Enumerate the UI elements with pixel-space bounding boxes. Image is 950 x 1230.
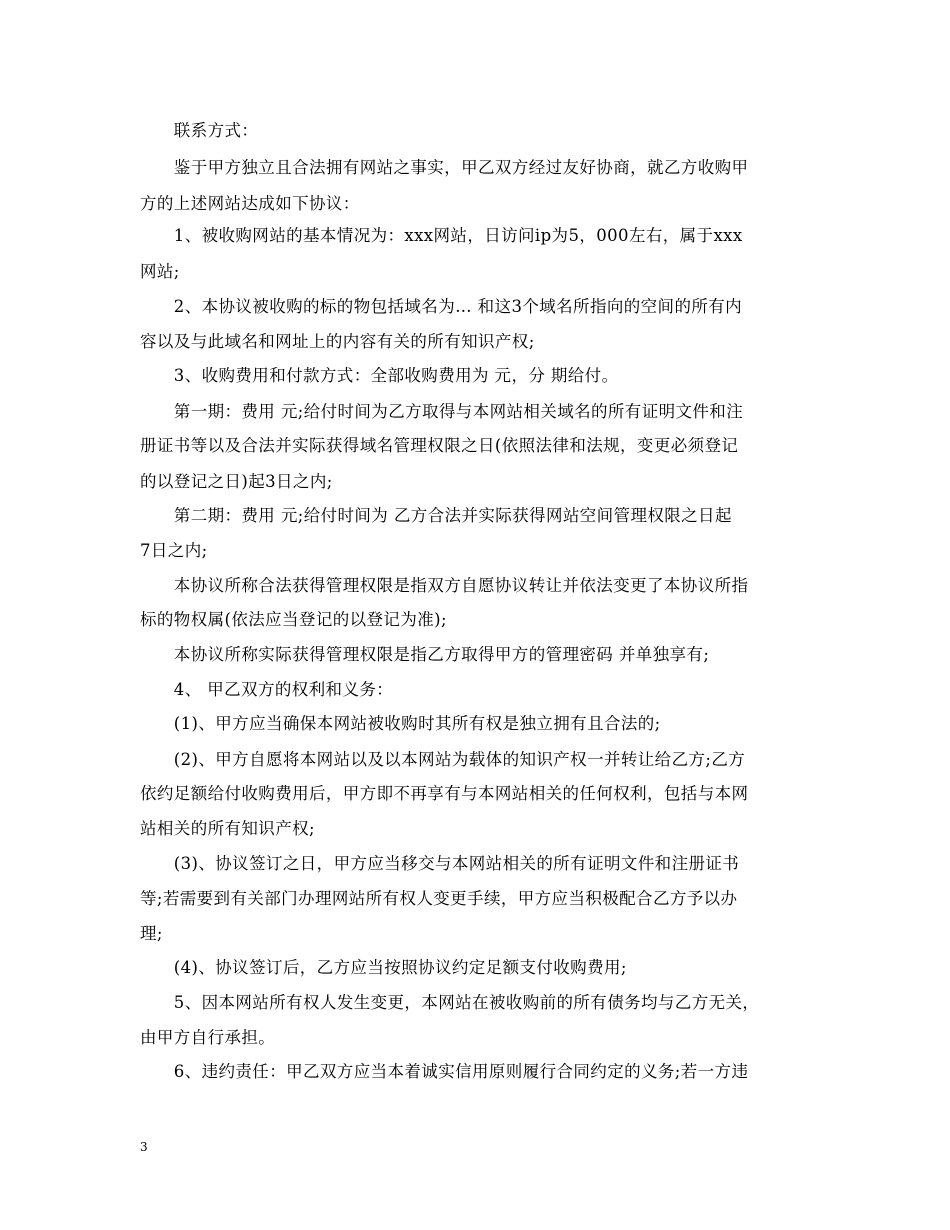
text-line: 方的上述网站达成如下协议：	[140, 194, 360, 213]
text-line: (2)、甲方自愿将本网站以及以本网站为载体的知识产权一并转让给乙方;乙方	[140, 750, 746, 769]
text-line: 1、被收购网站的基本情况为：xxx网站，日访问ip为5，000左右，属于xxx	[140, 226, 743, 245]
text-line: 标的物权属(依法应当登记的以登记为准);	[140, 610, 447, 629]
text-line: 2、本协议被收购的标的物包括域名为… 和这3个域名所指向的空间的所有内	[140, 297, 743, 316]
text-line: (3)、协议签订之日，甲方应当移交与本网站相关的所有证明文件和注册证书	[140, 854, 740, 873]
text-line: 6、违约责任：甲乙双方应当本着诚实信用原则履行合同约定的义务;若一方违	[140, 1062, 749, 1081]
text-line: 4、 甲乙双方的权利和义务：	[140, 680, 394, 699]
text-line: 本协议所称实际获得管理权限是指乙方取得甲方的管理密码 并单独享有;	[140, 645, 710, 664]
text-line: (1)、甲方应当确保本网站被收购时其所有权是独立拥有且合法的;	[140, 714, 661, 733]
text-line: 由甲方自行承担。	[140, 1028, 276, 1047]
text-line: 3、收购费用和付款方式：全部收购费用为 元，分 期给付。	[140, 366, 619, 385]
text-line: 第二期：费用 元;给付时间为 乙方合法并实际获得网站空间管理权限之日起	[140, 506, 732, 525]
text-line: 鉴于甲方独立且合法拥有网站之事实，甲乙双方经过友好协商，就乙方收购甲	[140, 158, 749, 177]
page-number: 3	[140, 1140, 148, 1154]
text-line: 5、因本网站所有权人发生变更，本网站在被收购前的所有债务均与乙方无关，	[140, 993, 760, 1012]
text-line: 册证书等以及合法并实际获得域名管理权限之日(依照法律和法规，变更必须登记	[140, 436, 739, 455]
text-line: 联系方式：	[140, 121, 259, 140]
text-line: 7日之内;	[140, 541, 208, 560]
text-line: (4)、协议签订后，乙方应当按照协议约定足额支付收购费用;	[140, 958, 627, 977]
text-line: 本协议所称合法获得管理权限是指双方自愿协议转让并依法变更了本协议所指	[140, 576, 749, 595]
text-line: 网站;	[140, 262, 180, 281]
text-line: 容以及与此域名和网址上的内容有关的所有知识产权;	[140, 332, 535, 351]
text-line: 理;	[140, 924, 163, 943]
text-line: 第一期：费用 元;给付时间为乙方取得与本网站相关域名的所有证明文件和注	[140, 402, 744, 421]
text-line: 站相关的所有知识产权;	[140, 819, 315, 838]
text-line: 的以登记之日)起3日之内;	[140, 472, 333, 491]
text-line: 依约足额给付收购费用后，甲方即不再享有与本网站相关的任何权利，包括与本网	[140, 784, 749, 803]
text-line: 等;若需要到有关部门办理网站所有权人变更手续，甲方应当积极配合乙方予以办	[140, 889, 738, 908]
